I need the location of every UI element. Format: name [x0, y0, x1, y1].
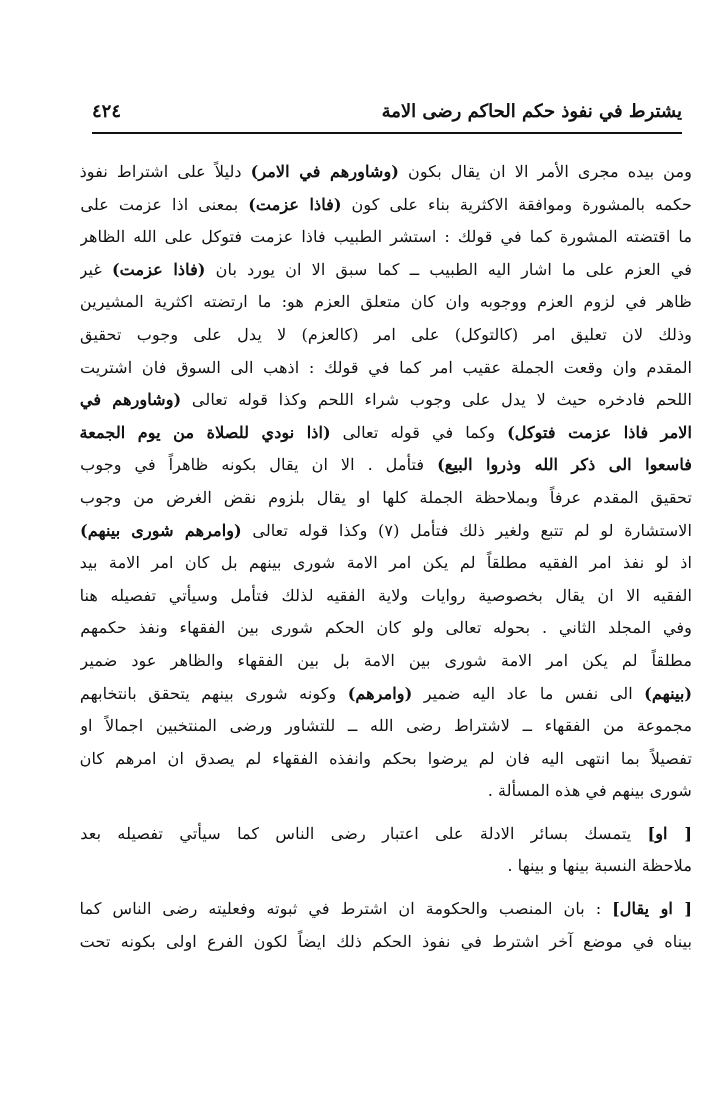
- quoted-phrase: فاسعوا الى ذكر الله وذروا البيع): [437, 455, 692, 475]
- header-rule: [92, 132, 682, 134]
- text-run: الاستشارة لو لم تتبع ولغير ذلك فتأمل (٧) وكذا قوله تعالى: [241, 520, 692, 540]
- quoted-phrase: (وشاورهم في: [80, 390, 182, 410]
- text-run: ظاهر في لزوم العزم ووجوبه وان كان متعلق العزم هو: ما ارتضته اكثرية المشيرين: [80, 292, 692, 312]
- text-line: [80, 515, 692, 548]
- text-line: [80, 678, 692, 711]
- page-number: ٤٢٤: [92, 100, 122, 122]
- text-line: [80, 189, 692, 222]
- text-run: فتأمل . الا ان يقال بكونه ظاهراً في وجوب: [80, 455, 438, 475]
- quoted-phrase: (وشاورهم في الامر): [250, 162, 399, 181]
- text-run: ومن بيده مجرى الأمر الا ان يقال بكون: [398, 162, 692, 181]
- text-run: وفي المجلد الثاني . بحوله تعالى ولو كان الحكم شورى بين الفقهاء ونفذ حكمهم: [80, 618, 692, 638]
- text-run: شورى بينهم في هذه المسألة .: [487, 781, 692, 801]
- quoted-phrase: (فاذا عزمت): [248, 194, 342, 214]
- running-title: يشترط في نفوذ حكم الحاكم رضى الامة: [381, 100, 682, 122]
- text-run: مطلقاً لم يكن امر الامة شورى بين الامة بل بين الفقهاء والظاهر عود ضمير: [80, 650, 692, 670]
- text-line: [80, 710, 692, 743]
- text-run: الفقيه الا ان يقال بخصوصية روايات ولاية الفقيه لذلك فتأمل وسيأتي تفصيله هنا: [80, 585, 692, 605]
- text-line: [80, 221, 692, 254]
- text-run: ملاحظة النسبة بينها و بينها .: [507, 856, 692, 876]
- text-run: الى نفس ما عاد اليه ضمير: [412, 683, 645, 703]
- running-header: [92, 94, 682, 128]
- text-line: [80, 893, 692, 926]
- text-run: في العزم على ما اشار اليه الطبيب ــ كما سبق الا ان يورد بان: [205, 259, 692, 279]
- text-line: [80, 818, 692, 851]
- text-run: اذ لو نفذ امر الفقيه مطلقاً لم يكن امر الامة شورى بينهم بل كان امر الامة بيد: [80, 553, 692, 573]
- text-run: تفصيلاً بما انتهى اليه فان لم يرضوا بحكم وانفذه الفقهاء لم يصدق ان امرهم كان: [80, 748, 692, 768]
- text-line: [80, 319, 692, 352]
- quoted-phrase: (وامرهم): [347, 683, 413, 703]
- text-line: [80, 156, 692, 189]
- text-run: حكمه بالمشورة وموافقة الاكثرية بناء على كون: [341, 194, 692, 214]
- text-run: المقدم وان وقعت الجملة عقيب امر كما في قولك : اذهب الى السوق فان اشتريت: [80, 357, 692, 377]
- text-run: وذلك لان تعليق امر (كالتوكل) على امر (كالعزم) لا يدل على وجوب تحقيق: [80, 324, 692, 344]
- text-line: [80, 775, 692, 808]
- quoted-phrase: (اذا نودي للصلاة من يوم الجمعة: [80, 422, 331, 442]
- quoted-phrase: [ او يقال]: [612, 899, 692, 919]
- text-line: [80, 645, 692, 678]
- text-line: [80, 547, 692, 580]
- text-line: [80, 449, 692, 482]
- quoted-phrase: (وامرهم شورى بينهم): [80, 520, 242, 540]
- text-line: [80, 254, 692, 287]
- text-run: ما اقتضته المشورة كما في قولك : استشر الطبيب فاذا عزمت فتوكل على الله الظاهر: [80, 227, 692, 247]
- text-run: دليلاً على اشتراط نفوذ: [80, 162, 251, 181]
- text-run: : بان المنصب والحكومة ان اشترط في ثبوته وفعليته رضى الناس كما: [80, 899, 613, 919]
- text-run: بمعنى اذا عزمت على: [80, 194, 249, 214]
- text-line: [80, 384, 692, 417]
- text-line: [80, 482, 692, 515]
- text-line: [80, 926, 692, 959]
- text-line: [80, 850, 692, 883]
- body-text: [80, 156, 692, 958]
- text-run: تحقيق المقدم عرفاً وبملاحظة الجملة كلها او يقال بلزوم نقض الغرض من وجوب: [80, 487, 692, 507]
- quoted-phrase: (فاذا عزمت): [111, 259, 206, 279]
- text-run: مجموعة من الفقهاء ــ لاشتراط رضى الله ــ للتشاور ورضى المنتخبين اجمالاً او: [80, 716, 692, 736]
- text-line: [80, 612, 692, 645]
- text-line: [80, 286, 692, 319]
- quoted-phrase: (بينهم): [644, 683, 692, 703]
- text-line: [80, 580, 692, 613]
- text-run: غير: [80, 259, 112, 279]
- quoted-phrase: [ او]: [647, 823, 692, 843]
- text-line: [80, 352, 692, 385]
- text-run: بيناه في موضع آخر اشترط في نفوذ الحكم ذلك ايضاً لكون الفرع اولى بكونه تحت: [80, 931, 692, 951]
- text-run: اللحم فادخره حيث لا يدل على وجوب شراء اللحم وكذا قوله تعالى: [181, 390, 692, 410]
- text-line: [80, 743, 692, 776]
- text-run: وكونه شورى بينهم يتحقق بانتخابهم: [80, 683, 348, 703]
- quoted-phrase: الامر فاذا عزمت فتوكل): [507, 422, 692, 442]
- text-run: وكما في قوله تعالى: [330, 422, 508, 442]
- text-line: [80, 417, 692, 450]
- text-run: يتمسك بسائر الادلة على اعتبار رضى الناس كما سيأتي تفصيله بعد: [80, 823, 648, 843]
